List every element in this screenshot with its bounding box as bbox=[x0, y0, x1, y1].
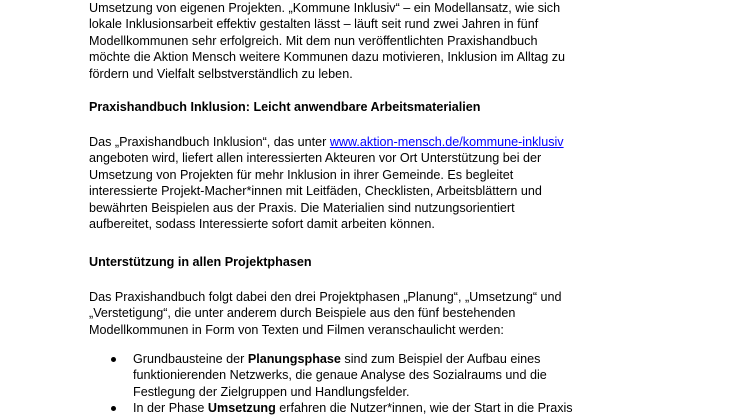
list-item-line: funktionierenden Netzwerks, die genaue Analyse des Sozialraums und die bbox=[133, 368, 547, 383]
kommune-inklusiv-link[interactable]: www.aktion-mensch.de/kommune-inklusiv bbox=[329, 135, 564, 149]
list-item-umsetzung bbox=[89, 400, 649, 416]
paragraph-line: „Verstetigung“, die unter anderem durch Beispiele aus den fünf bestehenden bbox=[89, 306, 516, 321]
paragraph-line: Das Praxishandbuch folgt dabei den drei Projektphasen „Planung“, „Umsetzung“ und bbox=[89, 290, 562, 304]
paragraph-line bbox=[89, 134, 629, 150]
list-item-bold: Planungsphase bbox=[247, 352, 341, 366]
intro-line: Modellkommunen sehr erfolgreich. Mit dem nun veröffentlichten Praxishandbuch bbox=[89, 33, 538, 48]
bullet-icon bbox=[111, 357, 116, 362]
paragraph-line: aufbereitet, sodass Interessierte sofort damit arbeiten können. bbox=[89, 217, 435, 232]
paragraph-line: angeboten wird, liefert allen interessierten Akteuren vor Ort Unterstützung bei der bbox=[89, 151, 542, 166]
projektphasen-paragraph bbox=[89, 289, 649, 338]
paragraph-line: Modellkommunen in Form von Texten und Filmen veranschaulicht werden: bbox=[89, 322, 504, 337]
list-item-bold: Umsetzung bbox=[207, 401, 276, 416]
paragraph-line: interessierte Projekt-Macher*innen mit Leitfäden, Checklisten, Arbeitsblättern und bbox=[89, 184, 542, 199]
list-item-line: Festlegung der Zielgruppen und Handlungsfelder. bbox=[133, 384, 410, 399]
list-item-text: sind zum Beispiel der Aufbau eines bbox=[340, 352, 541, 366]
intro-paragraph bbox=[89, 0, 629, 82]
list-item-planungsphase bbox=[89, 351, 649, 400]
bullet-icon bbox=[111, 406, 116, 411]
intro-line: möchte die Aktion Mensch weitere Kommunen dazu motivieren, Inklusion im Alltag zu bbox=[89, 50, 565, 65]
paragraph-text: Das „Praxishandbuch Inklusion“, das unter bbox=[89, 135, 330, 149]
intro-line: lokale Inklusionsarbeit effektiv gestalten lässt – läuft seit rund zwei Jahren in fünf bbox=[89, 17, 539, 32]
list-item-text: In der Phase bbox=[133, 401, 208, 416]
paragraph-line: bewährten Beispielen aus der Praxis. Die Materialien sind nutzungsorientiert bbox=[89, 200, 515, 215]
intro-line: fördern und Vielfalt selbstverständlich zu leben. bbox=[89, 66, 353, 81]
list-item-line bbox=[133, 400, 649, 416]
intro-line: Umsetzung von eigenen Projekten. „Kommune Inklusiv“ – ein Modellansatz, wie sich bbox=[89, 1, 561, 15]
paragraph-line: Umsetzung von Projekten für mehr Inklusion in ihrer Gemeinde. Es begleitet bbox=[89, 167, 514, 182]
praxishandbuch-paragraph bbox=[89, 134, 629, 232]
list-item-text: erfahren die Nutzer*innen, wie der Start in die Praxis bbox=[275, 401, 573, 416]
list-item-line bbox=[133, 351, 649, 367]
list-item-text: Grundbausteine der bbox=[133, 352, 248, 366]
phase-bullet-list bbox=[89, 351, 649, 417]
section-heading-praxishandbuch: Praxishandbuch Inklusion: Leicht anwendbare Arbeitsmaterialien bbox=[89, 100, 481, 114]
section-heading-projektphasen: Unterstützung in allen Projektphasen bbox=[89, 255, 312, 269]
